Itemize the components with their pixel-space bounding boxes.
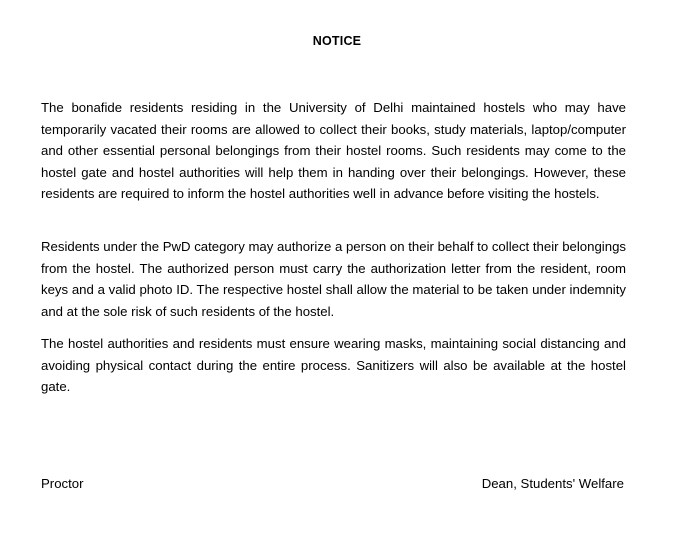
signatory-proctor: Proctor (41, 476, 84, 491)
paragraph-collection-of-belongings: The bonafide residents residing in the University of Delhi maintained hostels who may have temporarily vacated their rooms are allowed to collect their books, study materials, laptop/computer and other essential personal belongings from their hostel rooms. Such residents may come to the hostel gate and hostel authorities will help them in handing over their belongings. However, these residents are required to inform the hostel authorities well in advance before visiting the hostels. (41, 100, 626, 201)
paragraph-safety-measures: The hostel authorities and residents must ensure wearing masks, maintaining social distancing and avoiding physical contact during the entire process. Sanitizers will also be available at the hostel gate. (41, 336, 626, 394)
notice-title: NOTICE (312, 34, 362, 48)
signatory-dean-students-welfare: Dean, Students' Welfare (481, 476, 624, 491)
paragraph-pwd-authorization: Residents under the PwD category may authorize a person on their behalf to collect their belongings from the hostel. The authorized person must carry the authorization letter from the resident, room keys and a valid photo ID. The respective hostel shall allow the material to be taken under indemnity and at the sole risk of such residents of the hostel. (41, 239, 626, 319)
